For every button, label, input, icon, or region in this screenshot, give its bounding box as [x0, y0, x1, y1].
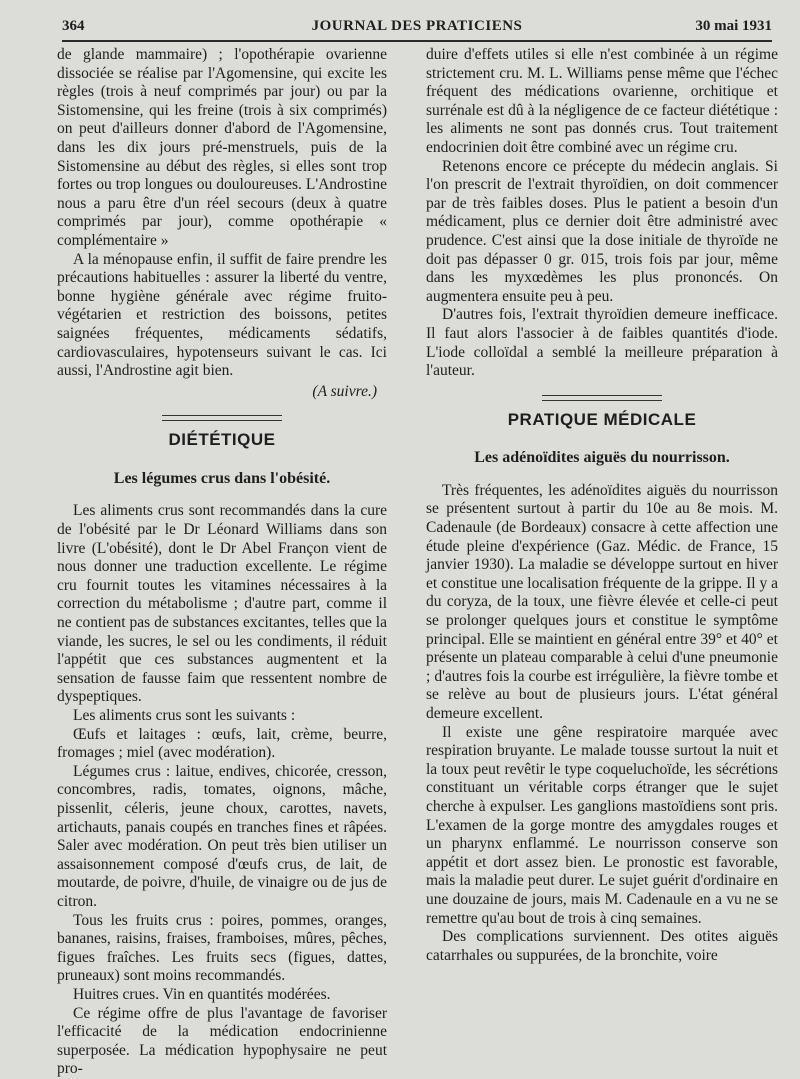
- page-header: [62, 14, 772, 42]
- section-rubric: DIÉTÉTIQUE: [168, 430, 276, 450]
- section-rubric: PRATIQUE MÉDICALE: [507, 409, 697, 429]
- paragraph: Œufs et laitages : œufs, lait, crème, beurre, fromages ; miel (avec modération).: [57, 725, 387, 762]
- article-title: Les adénoïdites aiguës du nourrisson.: [474, 449, 730, 467]
- paragraph: Ce régime offre de plus l'avantage de favoriser l'efficacité de la médication endocrinienne superposée. La médication hypophysaire ne peut pro-: [57, 1004, 387, 1078]
- to-be-continued: (A suivre.): [312, 382, 377, 400]
- right-column: [426, 46, 778, 965]
- section-divider: [542, 395, 662, 401]
- paragraph: D'autres fois, l'extrait thyroïdien demeure inefficace. Il faut alors l'associer à de faibles quantités d'iode. L'iode colloïdal a semblé la meilleure préparation à l'auteur.: [426, 306, 778, 380]
- paragraph: Tous les fruits crus : poires, pommes, oranges, bananes, raisins, fraises, framboises, mûres, pêches, figues fraîches. Les fruits secs (figues, dattes, pruneaux) sont moins recommandés.: [57, 911, 387, 985]
- paragraph: Retenons encore ce précepte du médecin anglais. Si l'on prescrit de l'extrait thyroïdien, on doit commencer par de très faibles doses. Plus le patient a besoin d'un médicament, plus ce dernier doit être administré avec prudence. C'est ainsi que la dose initiale de thyroïde ne doit pas dépasser 0 gr. 015, trois fois par jour, même dans les myxœdèmes les plus prononcés. On augmentera ensuite peu à peu.: [426, 157, 778, 305]
- paragraph: Légumes crus : laitue, endives, chicorée, cresson, concombres, radis, tomates, oignons, mâche, pissenlit, céleris, jeune choux, carottes, navets, artichauts, panais coupés en tranches fines et râpées. Saler avec modération. On peut très bien utiliser un assaisonnement composé d'œufs crus, de lait, de moutarde, de poivre, d'huile, de vinaigre ou de jus de citron.: [57, 762, 387, 910]
- paragraph: Très fréquentes, les adénoïdites aiguës du nourrisson se présentent surtout à partir du 10e au 8e mois. M. Cadenaule (de Bordeaux) consacre à cette affection une étude pleine d'expérience (Gaz. Médic. de France, 15 janvier 1930). La maladie se développe surtout en hiver et constitue une localisation fréquente de la grippe. Il y a du coryza, de la toux, une fièvre élevée et celle-ci peut se prolonger quelques jours et constitue le symptôme principal. Elle se maintient en général entre 39° et 40° et présente un plateau comparable à celui d'une pneumonie ; d'autres fois la courbe est irrégulière, la fièvre tombe et se relève au bout de plusieurs jours. L'état général demeure excellent.: [426, 481, 778, 722]
- issue-date: 30 mai 1931: [695, 18, 772, 34]
- article-title: Les légumes crus dans l'obésité.: [113, 469, 331, 487]
- left-column: [57, 46, 387, 1079]
- paragraph: A la ménopause enfin, il suffit de faire prendre les précautions habituelles : assurer la liberté du ventre, bonne hygiène générale avec régime fruito-végétarien et restriction des boissons, petites saignées fréquentes, médicaments sédatifs, cardiovasculaires, hypotenseurs suivant le cas. Ici aussi, l'Androstine agit bien.: [57, 250, 387, 380]
- paragraph: Les aliments crus sont les suivants :: [73, 707, 296, 724]
- paragraph: Il existe une gêne respiratoire marquée avec respiration bruyante. Le malade tousse surtout la nuit et la toux peut revêtir le type coqueluchoïde, les sécrétions constituant un véritable corps étranger que le sujet cherche à expulser. Les ganglions mastoïdiens sont pris. L'examen de la gorge montre des amygdales rouges et un pharynx enflammé. Le nourrisson conserve son appétit et dort assez bien. Le pronostic est favorable, mais la maladie peut durer. Le sujet guérit d'ordinaire en une douzaine de jours, mais M. Cadenaule en a vu ne se remettre qu'au bout de trois à cinq semaines.: [426, 723, 778, 927]
- journal-title: JOURNAL DES PRATICIENS: [311, 18, 523, 34]
- paragraph: de glande mammaire) ; l'opothérapie ovarienne dissociée se réalise par l'Agomensine, qui excite les règles (trois à neuf comprimés par jour) ou par la Sistomensine, qui les freine (trois à six comprimés) on peut d'ailleurs donner d'abord de l'Agomensine, dans les dix jours pré-menstruels, puis de la Sistomensine au début des règles, si elles sont trop fortes ou trop longues ou douloureuses. L'Androstine nous a paru être d'un réel secours (deux à quatre comprimés par jour), comme opothérapie « complémentaire »: [57, 46, 387, 249]
- paragraph: Des complications surviennent. Des otites aiguës catarrhales ou suppurées, de la bronchite, voire: [426, 928, 778, 964]
- section-divider: [162, 415, 282, 421]
- paragraph: Les aliments crus sont recommandés dans la cure de l'obésité par le Dr Léonard Williams dans son livre (L'obésité), dont le Dr Abel Françon vient de nous donner une traduction excellente. Le régime cru fournit toutes les vitamines nécessaires à la correction du métabolisme ; d'autre part, comme il ne contient pas de substances excitantes, telles que la viande, les sucres, le sel ou les condiments, il réduit l'appétit que ces substances augmentent et la sensation de fausse faim que ressentent nombre de dyspeptiques.: [57, 502, 387, 706]
- paragraph: Huitres crues. Vin en quantités modérées.: [73, 985, 331, 1003]
- page-number: 364: [62, 18, 85, 34]
- paragraph: duire d'effets utiles si elle n'est combinée à un régime strictement cru. M. L. Williams pense même que l'échec fréquent des médications ovarienne, orchitique et surrénale est dû à la négligence de ce facteur diététique : les aliments ne sont pas donnés crus. Tout traitement endocrinien doit être combiné avec un régime cru.: [426, 46, 778, 156]
